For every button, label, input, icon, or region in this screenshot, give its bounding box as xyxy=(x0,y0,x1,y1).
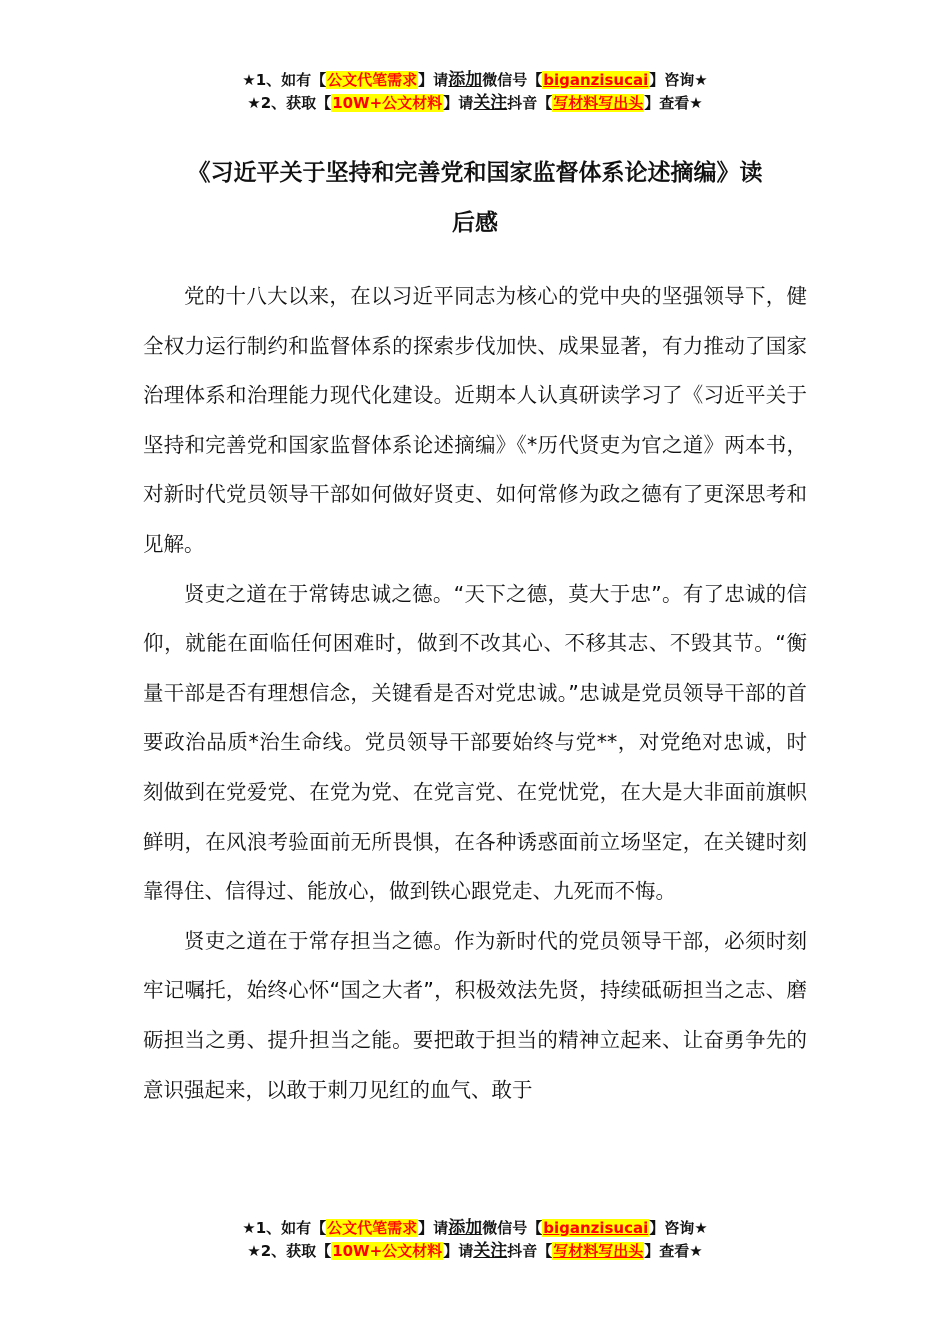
promo-highlight-writing-service: 公文代笔需求 xyxy=(327,71,418,89)
footer-douyin-account: 写材料写出头 xyxy=(553,1242,644,1260)
promo-wechat-id: biganzisucai xyxy=(543,71,649,89)
footer-line-1-prefix: ★1、如有【 xyxy=(242,1219,327,1237)
promo-emphasis-add: 添加 xyxy=(448,70,483,90)
promo-highlight-materials: 10W+公文材料 xyxy=(332,94,443,112)
promo-line-2-suffix: 】查看★ xyxy=(644,94,703,112)
promo-line-1-mid2: 微信号【 xyxy=(482,71,543,89)
footer-line-1-mid: 】请 xyxy=(418,1219,449,1237)
promo-line-1 xyxy=(0,69,950,92)
footer-wechat-id: biganzisucai xyxy=(543,1219,649,1237)
footer-emphasis-add: 添加 xyxy=(448,1218,483,1238)
footer-line-1-mid2: 微信号【 xyxy=(482,1219,543,1237)
footer-promo-line-1 xyxy=(0,1217,950,1240)
document-body xyxy=(143,272,807,1115)
footer-line-2-suffix: 】查看★ xyxy=(644,1242,703,1260)
document-title xyxy=(140,148,810,248)
body-paragraph-3: 贤吏之道在于常存担当之德。作为新时代的党员领导干部，必须时刻牢记嘱托，始终心怀“国之大者”，积极效法先贤，持续砥砺担当之志、磨砺担当之勇、提升担当之能。要把敢于担当的精神立起来、让奋勇争先的意识强起来，以敢于刺刀见红的血气、敢于 xyxy=(143,928,807,1102)
footer-line-2-prefix: ★2、获取【 xyxy=(247,1242,332,1260)
promo-line-2-mid: 】请 xyxy=(443,94,474,112)
promo-emphasis-follow: 关注 xyxy=(473,93,508,113)
footer-emphasis-follow: 关注 xyxy=(473,1241,508,1261)
document-title-line-2: 后感 xyxy=(452,210,498,236)
promo-douyin-account: 写材料写出头 xyxy=(553,94,644,112)
footer-line-2-mid: 】请 xyxy=(443,1242,474,1260)
promo-line-1-prefix: ★1、如有【 xyxy=(242,71,327,89)
footer-highlight-materials: 10W+公文材料 xyxy=(332,1242,443,1260)
body-paragraph-1: 党的十八大以来，在以习近平同志为核心的党中央的坚强领导下，健全权力运行制约和监督体系的探索步伐加快、成果显著，有力推动了国家治理体系和治理能力现代化建设。近期本人认真研读学习了《习近平关于坚持和完善党和国家监督体系论述摘编》《*历代贤吏为官之道》两本书，对新时代党员领导干部如何做好贤吏、如何常修为政之德有了更深思考和见解。 xyxy=(143,284,807,556)
promo-line-1-suffix: 】咨询★ xyxy=(649,71,708,89)
footer-promo-line-2 xyxy=(0,1240,950,1263)
promo-line-1-mid: 】请 xyxy=(418,71,449,89)
header-promo-banner xyxy=(0,69,950,115)
footer-highlight-writing-service: 公文代笔需求 xyxy=(327,1219,418,1237)
document-title-line-1: 《习近平关于坚持和完善党和国家监督体系论述摘编》读 xyxy=(187,160,763,186)
footer-promo-banner xyxy=(0,1217,950,1263)
footer-line-1-suffix: 】咨询★ xyxy=(649,1219,708,1237)
footer-line-2-mid2: 抖音【 xyxy=(507,1242,553,1260)
promo-line-2-mid2: 抖音【 xyxy=(507,94,553,112)
promo-line-2-prefix: ★2、获取【 xyxy=(247,94,332,112)
promo-line-2 xyxy=(0,92,950,115)
body-paragraph-2: 贤吏之道在于常铸忠诚之德。“天下之德，莫大于忠”。有了忠诚的信仰，就能在面临任何困难时，做到不改其心、不移其志、不毁其节。“衡量干部是否有理想信念，关键看是否对党忠诚。”忠诚是党员领导干部的首要政治品质*治生命线。党员领导干部要始终与党**，对党绝对忠诚，时刻做到在党爱党、在党为党、在党言党、在党忧党，在大是大非面前旗帜鲜明，在风浪考验面前无所畏惧，在各种诱惑面前立场坚定，在关键时刻靠得住、信得过、能放心，做到铁心跟党走、九死而不悔。 xyxy=(143,581,807,904)
